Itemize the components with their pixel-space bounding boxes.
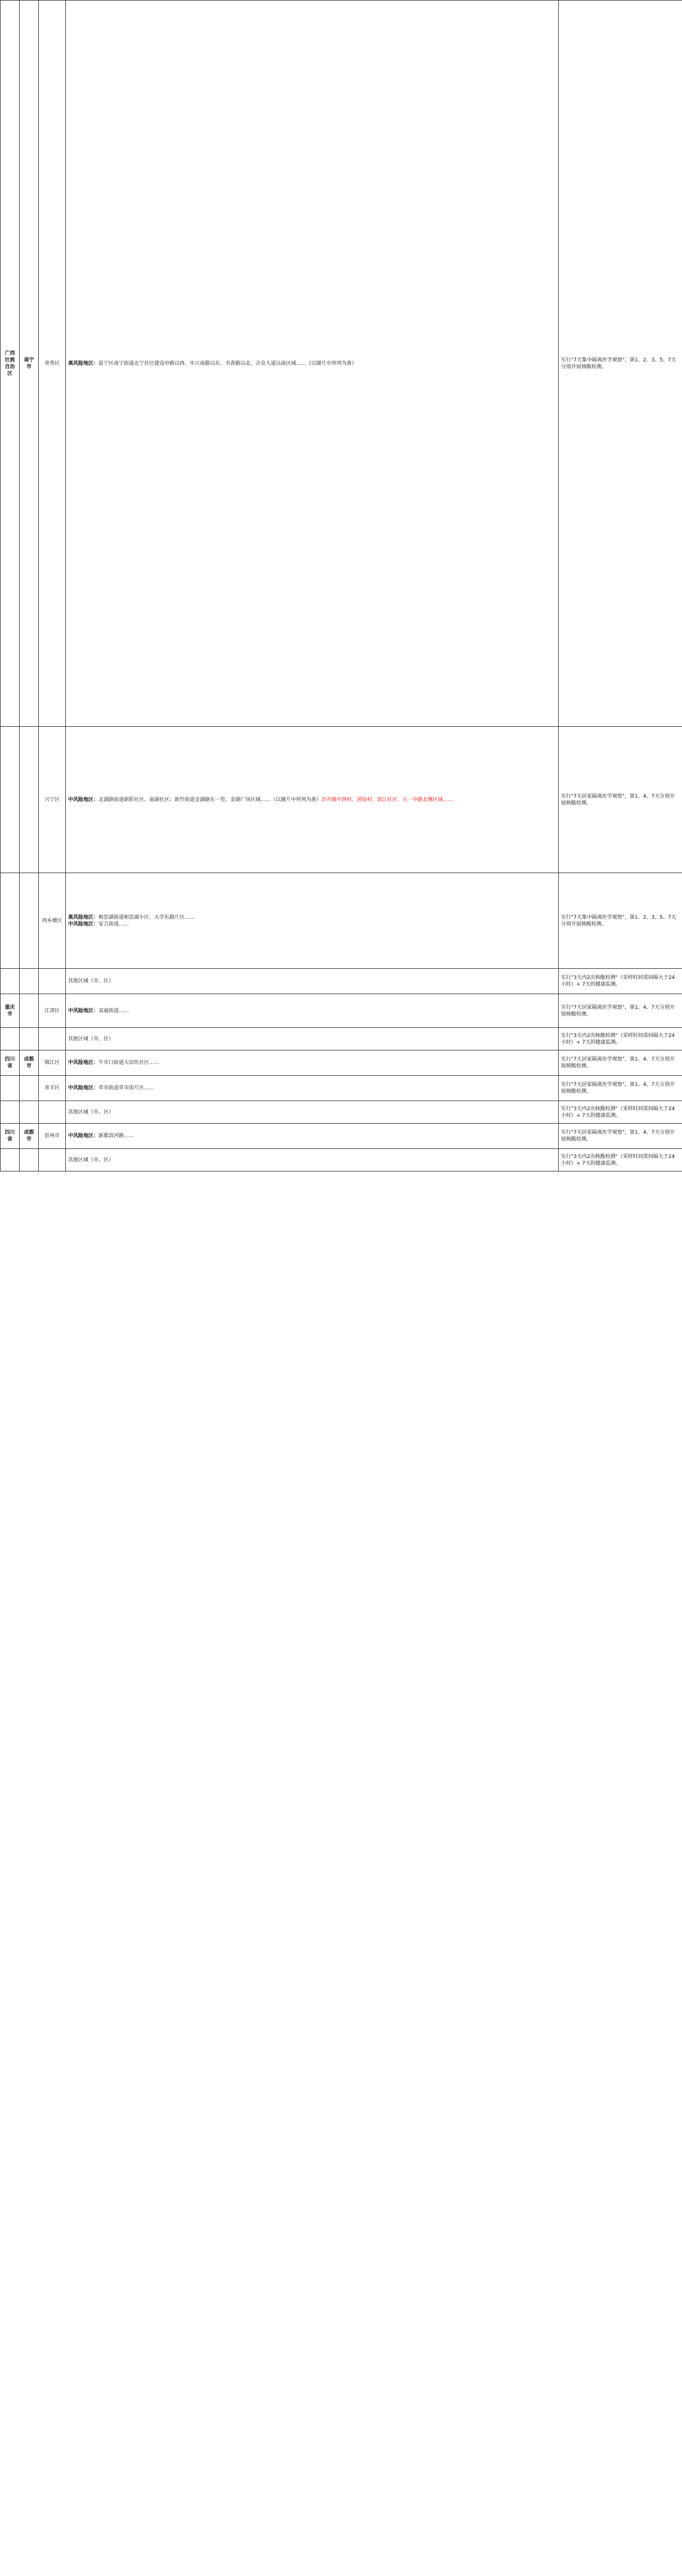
risk-areas-cell [66,994,559,1028]
province-cell [1,1101,20,1124]
table-row [1,969,682,994]
city-cell: 南宁市 [20,1,39,727]
province-cell: 重庆市 [1,994,20,1028]
table-row [1,1076,682,1101]
measure-note-cell: 实行"3天内2次核酸检测"（采样时间需间隔大于24小时）+ 7天的健康监测。 [559,1149,682,1171]
province-cell [1,727,20,873]
district-cell: 锦江区 [39,1050,66,1076]
district-cell: 兴宁区 [39,727,66,873]
district-cell: 青秀区 [39,1,66,727]
province-cell: 四川省 [1,1124,20,1149]
province-cell [1,1076,20,1101]
risk-area-text: 北湖路街道新阳社区、南湖社区；新竹街道金湖路东一里、金湖广场区域……（以图片中所列为准） [98,797,322,803]
risk-level-label: 高风险地区： [68,914,99,920]
province-cell [1,873,20,969]
district-cell: 青羊区 [39,1076,66,1101]
risk-area-entry [68,914,556,921]
table-row [1,1,682,727]
risk-area-entry [68,797,556,803]
district-cell [39,1101,66,1124]
province-cell [1,1149,20,1171]
risk-area-entry [68,1008,556,1014]
risk-areas-cell [66,1076,559,1101]
risk-area-entry [68,1085,556,1092]
risk-areas-cell [66,1028,559,1050]
risk-areas-cell [66,1050,559,1076]
measure-note-cell: 实行"3天内2次核酸检测"（采样时间需间隔大于24小时）+ 7天的健康监测。 [559,1028,682,1050]
table-row [1,1050,682,1076]
province-cell: 广西壮族自治区 [1,1,20,727]
district-cell [39,969,66,994]
city-cell [20,1149,39,1171]
city-cell [20,1028,39,1050]
district-cell [39,1028,66,1050]
risk-area-text: 邕宁区南宁街道北宁社区建设中路以西、中兴南路以东、书香路以北、合众大道以南区域……（以图片中所列为准） [98,360,357,366]
table-row [1,1028,682,1050]
risk-area-text: 其他区域（市、区） [68,1157,114,1163]
risk-areas-cell [66,969,559,994]
city-cell [20,873,39,969]
risk-area-text: 双福街道…… [98,1008,129,1014]
table-row [1,1101,682,1124]
risk-area-entry [68,360,556,367]
risk-area-text: 其他区域（市、区） [68,1036,114,1042]
risk-area-entry [68,1109,556,1116]
risk-level-label: 高风险地区： [68,360,99,366]
province-cell [1,969,20,994]
district-cell: 江津区 [39,994,66,1028]
risk-area-table [0,0,682,1171]
city-cell [20,727,39,873]
table-row [1,1149,682,1171]
measure-note-cell: 实行"3天内2次核酸检测"（采样时间需间隔大于24小时）+ 7天的健康监测。 [559,1101,682,1124]
risk-level-label: 中风险地区： [68,1133,99,1139]
risk-area-text: 安吉街道…… [98,921,129,927]
risk-areas-cell [66,1101,559,1124]
measure-note-cell: 实行"7天居家隔离医学观察"，第1、4、7天分别开展核酸检测。 [559,994,682,1028]
city-cell: 成都市 [20,1124,39,1149]
city-cell [20,1076,39,1101]
risk-area-text: 草市街道草市街片区…… [98,1085,155,1091]
measure-note-cell: 实行"7天居家隔离医学观察"，第1、4、7天分别开展核酸检测。 [559,1076,682,1101]
risk-level-label: 中风险地区： [68,1085,99,1091]
district-cell [39,1149,66,1171]
risk-area-entry [68,1059,556,1066]
city-cell: 成都市 [20,1050,39,1076]
table-row [1,994,682,1028]
risk-areas-cell [66,1,559,727]
risk-area-text: 新都滨河路…… [98,1133,134,1139]
table-row [1,1124,682,1149]
risk-areas-cell [66,1149,559,1171]
risk-area-entry [68,1036,556,1043]
risk-level-label: 中风险地区： [68,797,99,803]
risk-area-text: 其他区域（市、区） [68,1109,114,1115]
table-row [1,873,682,969]
risk-area-entry [68,978,556,985]
risk-areas-cell [66,873,559,969]
risk-area-red-text: 沙井镇中西村、团结村、滨江社区、五一中路北侧区域…… [321,797,454,803]
province-cell: 四川省 [1,1050,20,1076]
risk-level-label: 中风险地区： [68,1008,99,1014]
risk-areas-cell [66,1124,559,1149]
measure-note-cell: 实行"7天居家隔离医学观察"，第1、4、7天分别开展核酸检测。 [559,1050,682,1076]
city-cell [20,1101,39,1124]
risk-area-text: 其他区域（市、区） [68,978,114,984]
measure-note-cell: 实行"7天集中隔离医学观察"，第1、2、3、5、7天分别开展核酸检测。 [559,1,682,727]
province-cell [1,1028,20,1050]
city-cell [20,969,39,994]
risk-level-label: 中风险地区： [68,1060,99,1066]
risk-area-text: 相思湖街道相思湖小区、大学东路片区…… [98,914,195,920]
district-cell: 彭州市 [39,1124,66,1149]
table-row [1,727,682,873]
measure-note-cell: 实行"3天内2次核酸检测"（采样时间需间隔大于24小时）+ 7天的健康监测。 [559,969,682,994]
district-cell: 西乡塘区 [39,873,66,969]
city-cell [20,994,39,1028]
risk-level-label: 中风险地区： [68,921,99,927]
measure-note-cell: 实行"7天居家隔离医学观察"，第1、4、7天分别开展核酸检测。 [559,1124,682,1149]
measure-note-cell: 实行"7天居家隔离医学观察"，第1、4、7天分别开展核酸检测。 [559,727,682,873]
risk-areas-cell [66,727,559,873]
risk-area-entry [68,921,556,928]
risk-area-entry [68,1133,556,1139]
risk-area-text: 牛市口街道大田坎社区…… [98,1060,160,1066]
measure-note-cell: 实行"7天集中隔离医学观察"，第1、2、3、5、7天分别开展核酸检测。 [559,873,682,969]
risk-area-entry [68,1157,556,1164]
